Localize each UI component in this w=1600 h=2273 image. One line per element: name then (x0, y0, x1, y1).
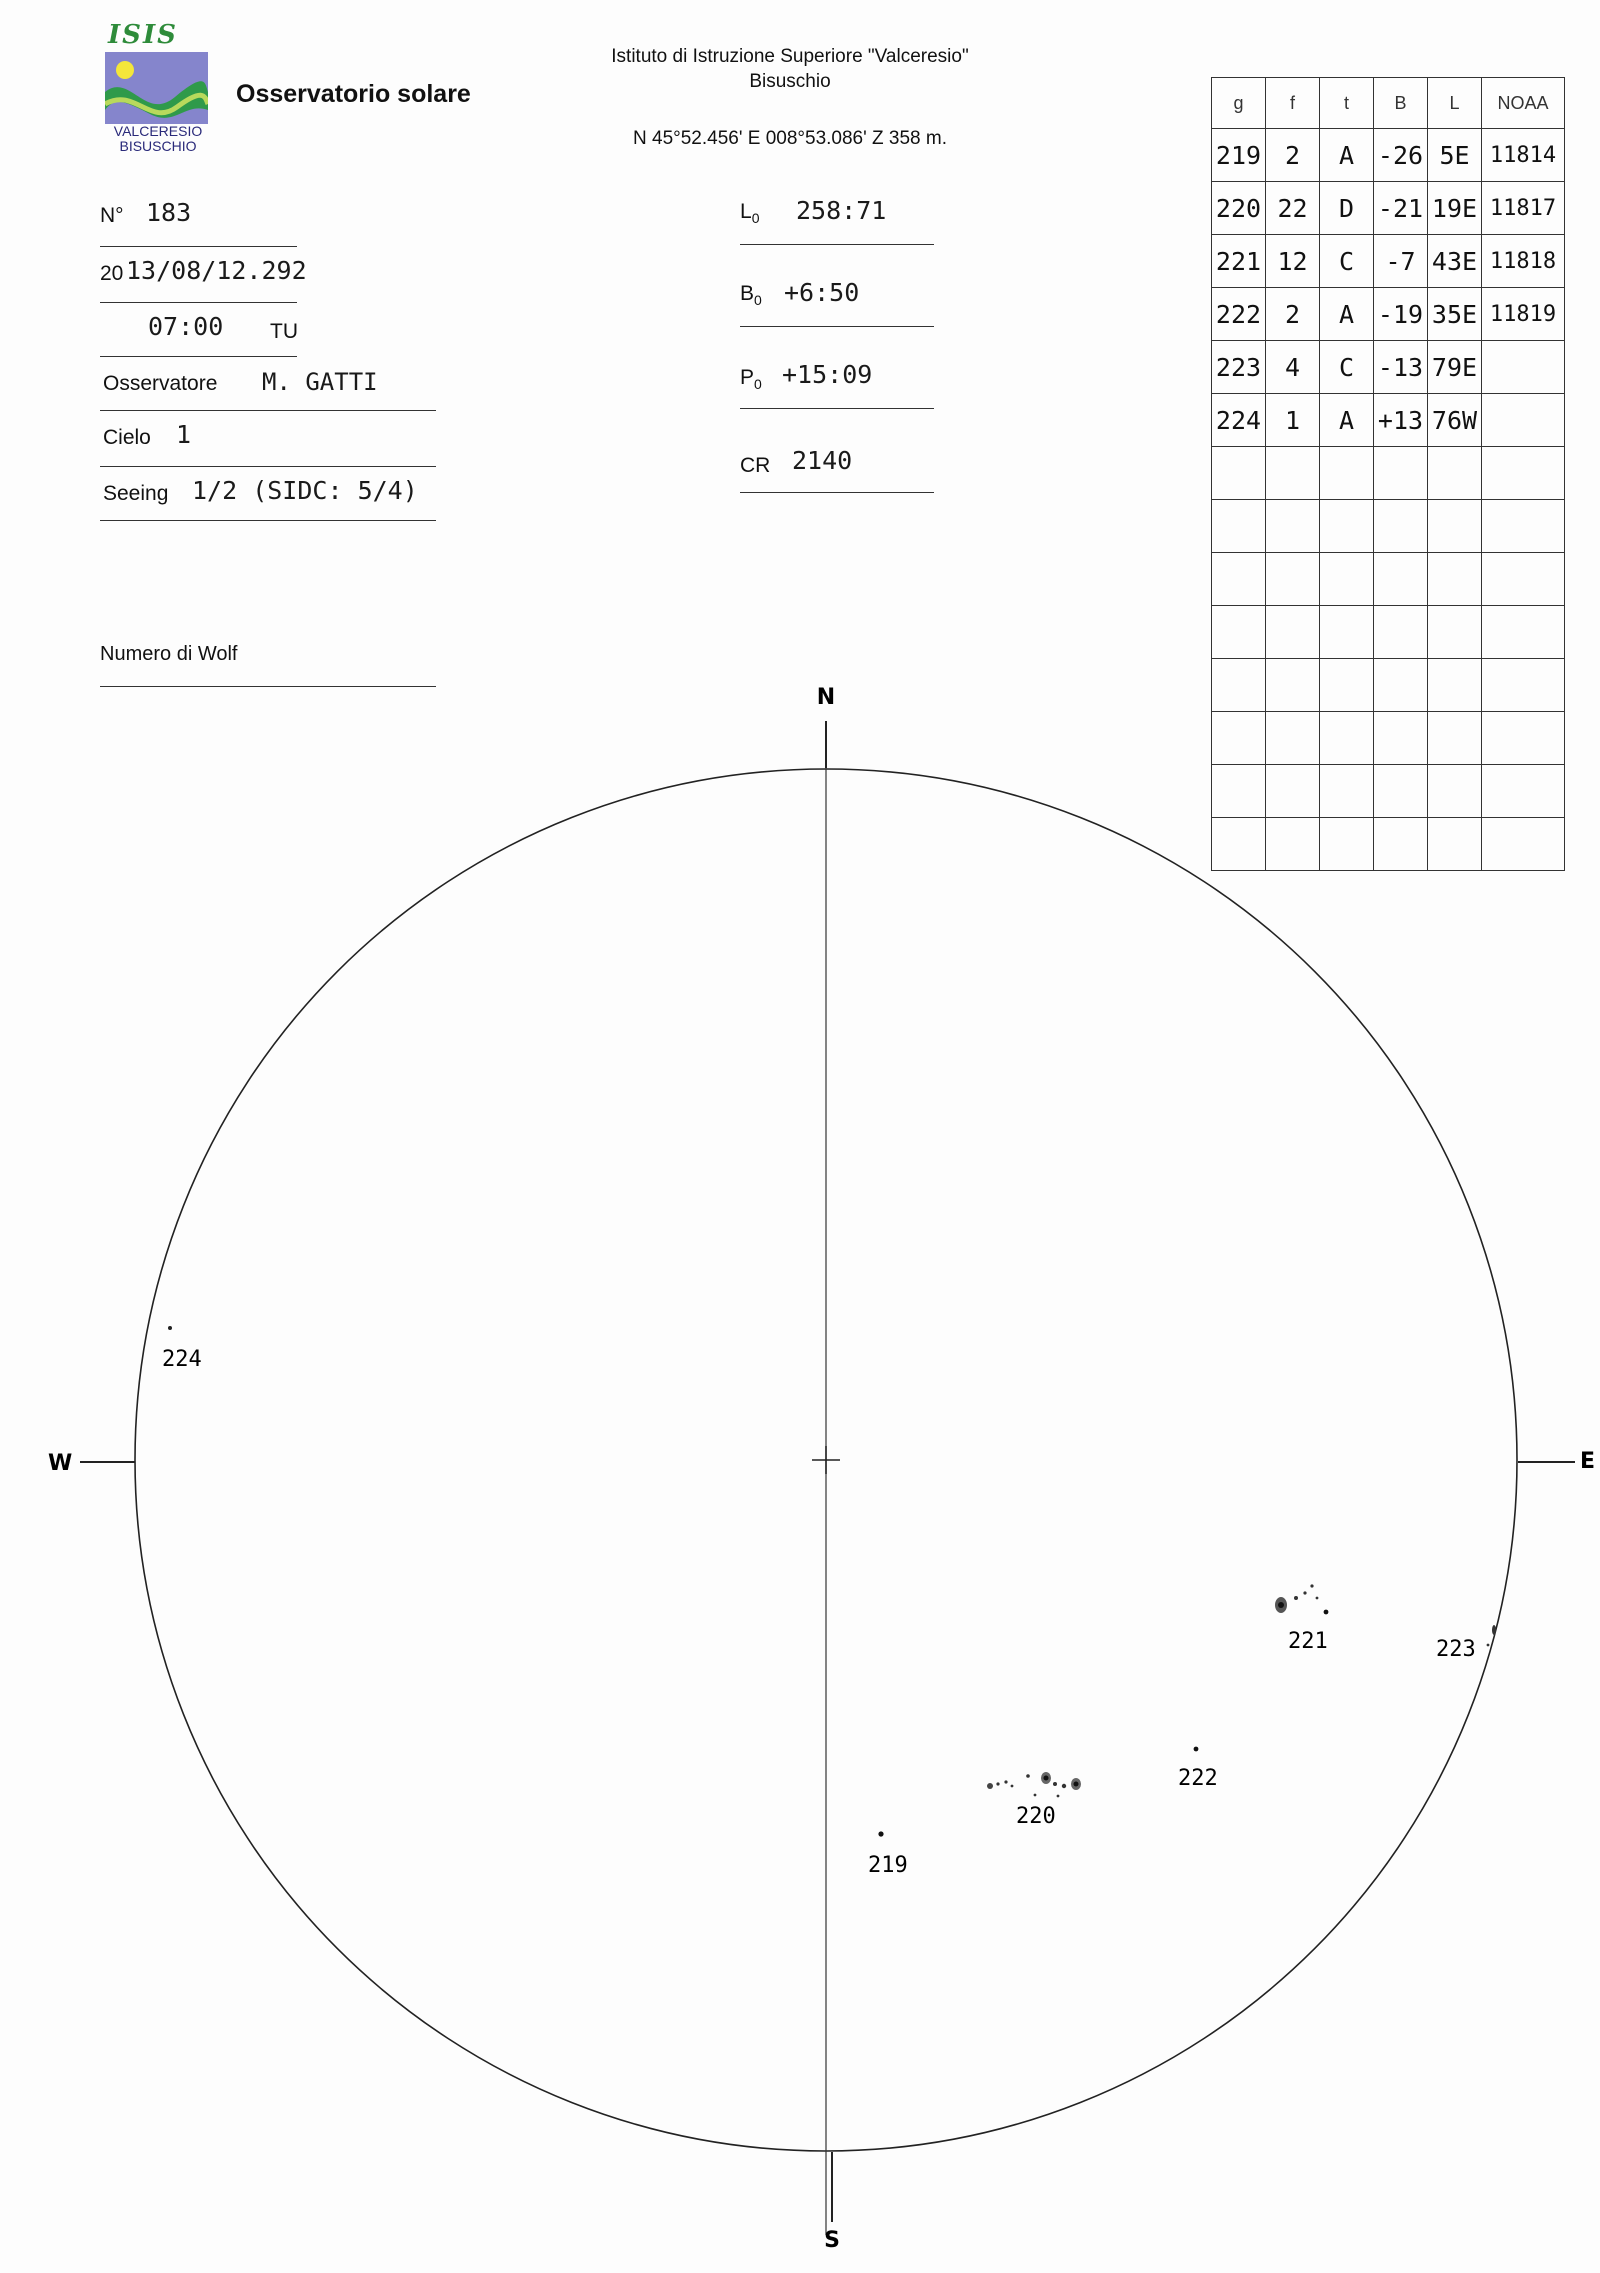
institute-line2: Bisuschio (749, 71, 831, 92)
spot-219 (878, 1831, 883, 1836)
spot-221-e (1324, 1610, 1329, 1615)
header-l: L (1428, 78, 1482, 129)
header-f: f (1266, 78, 1320, 129)
observatory-coordinates: N 45°52.456' E 008°53.086' Z 358 m. (633, 128, 947, 149)
spot-220-i-umbra (1074, 1782, 1079, 1787)
header-b: B (1374, 78, 1428, 129)
seeing-value: 1/2 (SIDC: 5/4) (192, 476, 418, 505)
b0-letter: B (740, 282, 755, 305)
number-value: 183 (146, 198, 192, 227)
l0-value: 258:71 (796, 196, 887, 225)
cell-type: A (1320, 394, 1374, 447)
institute-line1: Istituto di Istruzione Superiore "Valceresio" (611, 46, 969, 67)
seeing-label: Seeing (103, 482, 169, 505)
p0-letter: P (740, 366, 755, 389)
cell-type: C (1320, 235, 1374, 288)
wolf-number-label: Numero di Wolf (100, 643, 238, 665)
group-label-220: 220 (1016, 1804, 1056, 1829)
sky-value: 1 (176, 420, 192, 449)
group-label-223: 223 (1436, 1637, 1476, 1662)
cell-group: 220 (1212, 182, 1266, 235)
l0-subscript: 0 (751, 210, 760, 227)
cell-spots: 22 (1266, 182, 1320, 235)
spot-223-a (1492, 1625, 1496, 1635)
spot-220-d (1011, 1785, 1014, 1788)
spot-222 (1194, 1747, 1199, 1752)
logo-subtitle-line1: VALCERESIO (113, 123, 203, 139)
cell-group: 221 (1212, 235, 1266, 288)
cell-group: 222 (1212, 288, 1266, 341)
group-label-221: 221 (1288, 1629, 1328, 1654)
cell-latitude: -26 (1374, 129, 1428, 182)
logo-subtitle-line2: BISUSCHIO (119, 138, 197, 154)
date-prefix: 20 (100, 262, 124, 285)
page-title: Osservatorio solare (236, 80, 471, 108)
spot-221-umbra (1278, 1602, 1284, 1608)
p0-value: +15:09 (782, 360, 873, 389)
cell-spots: 12 (1266, 235, 1320, 288)
north-label: N (816, 685, 836, 710)
number-label: N° (100, 204, 124, 227)
header-g: g (1212, 78, 1266, 129)
l0-letter: L (740, 200, 752, 223)
cell-latitude: -13 (1374, 341, 1428, 394)
cell-group: 219 (1212, 129, 1266, 182)
spot-224 (168, 1326, 172, 1330)
p0-subscript: 0 (754, 376, 762, 393)
cell-group: 224 (1212, 394, 1266, 447)
cell-longitude: 5E (1428, 129, 1482, 182)
cell-latitude: -7 (1374, 235, 1428, 288)
cell-latitude: -19 (1374, 288, 1428, 341)
cell-longitude: 43E (1428, 235, 1482, 288)
cell-type: A (1320, 288, 1374, 341)
spot-220-a (987, 1783, 993, 1789)
b0-value: +6:50 (784, 278, 860, 307)
spot-220-h (1062, 1784, 1066, 1788)
spot-220-k (1057, 1795, 1060, 1798)
cell-longitude: 79E (1428, 341, 1482, 394)
cell-spots: 1 (1266, 394, 1320, 447)
spot-220-c (1004, 1780, 1007, 1783)
spot-221-b (1303, 1591, 1306, 1594)
cell-type: D (1320, 182, 1374, 235)
spot-220-b (996, 1782, 999, 1785)
spot-223-b (1487, 1644, 1490, 1647)
time-value: 07:00 (148, 312, 224, 341)
spot-220-f-umbra (1044, 1776, 1049, 1781)
spot-221-c (1310, 1584, 1313, 1587)
logo-wordmark: ISIS (108, 20, 178, 50)
cr-value: 2140 (792, 446, 853, 475)
cell-latitude: +13 (1374, 394, 1428, 447)
header-t: t (1320, 78, 1374, 129)
west-label: W (48, 1451, 73, 1476)
cr-label: CR (740, 454, 771, 477)
b0-subscript: 0 (754, 292, 762, 309)
spot-220-e (1026, 1774, 1030, 1778)
cell-type: C (1320, 341, 1374, 394)
group-label-222: 222 (1178, 1766, 1218, 1791)
cell-type: A (1320, 129, 1374, 182)
spot-221-a (1294, 1596, 1298, 1600)
south-label: S (824, 2228, 840, 2254)
cell-noaa: 11818 (1482, 235, 1565, 288)
cell-spots: 2 (1266, 288, 1320, 341)
spot-220-j (1034, 1794, 1037, 1797)
cell-noaa: 11817 (1482, 182, 1565, 235)
cell-longitude: 35E (1428, 288, 1482, 341)
cell-spots: 2 (1266, 129, 1320, 182)
cell-group: 223 (1212, 341, 1266, 394)
cell-longitude: 76W (1428, 394, 1482, 447)
cell-spots: 4 (1266, 341, 1320, 394)
cell-noaa: 11814 (1482, 129, 1565, 182)
observer-label: Osservatore (103, 372, 218, 395)
date-value: 13/08/12.292 (126, 256, 307, 285)
group-label-224: 224 (162, 1347, 202, 1372)
east-label: E (1580, 1449, 1596, 1474)
time-unit: TU (270, 320, 298, 343)
spot-220-g (1053, 1782, 1057, 1786)
spot-221-d (1316, 1597, 1319, 1600)
observer-value: M. GATTI (262, 368, 378, 396)
sky-label: Cielo (103, 426, 151, 449)
group-label-219: 219 (868, 1853, 908, 1878)
cell-latitude: -21 (1374, 182, 1428, 235)
cell-noaa: 11819 (1482, 288, 1565, 341)
cell-longitude: 19E (1428, 182, 1482, 235)
header-noaa: NOAA (1482, 78, 1565, 129)
